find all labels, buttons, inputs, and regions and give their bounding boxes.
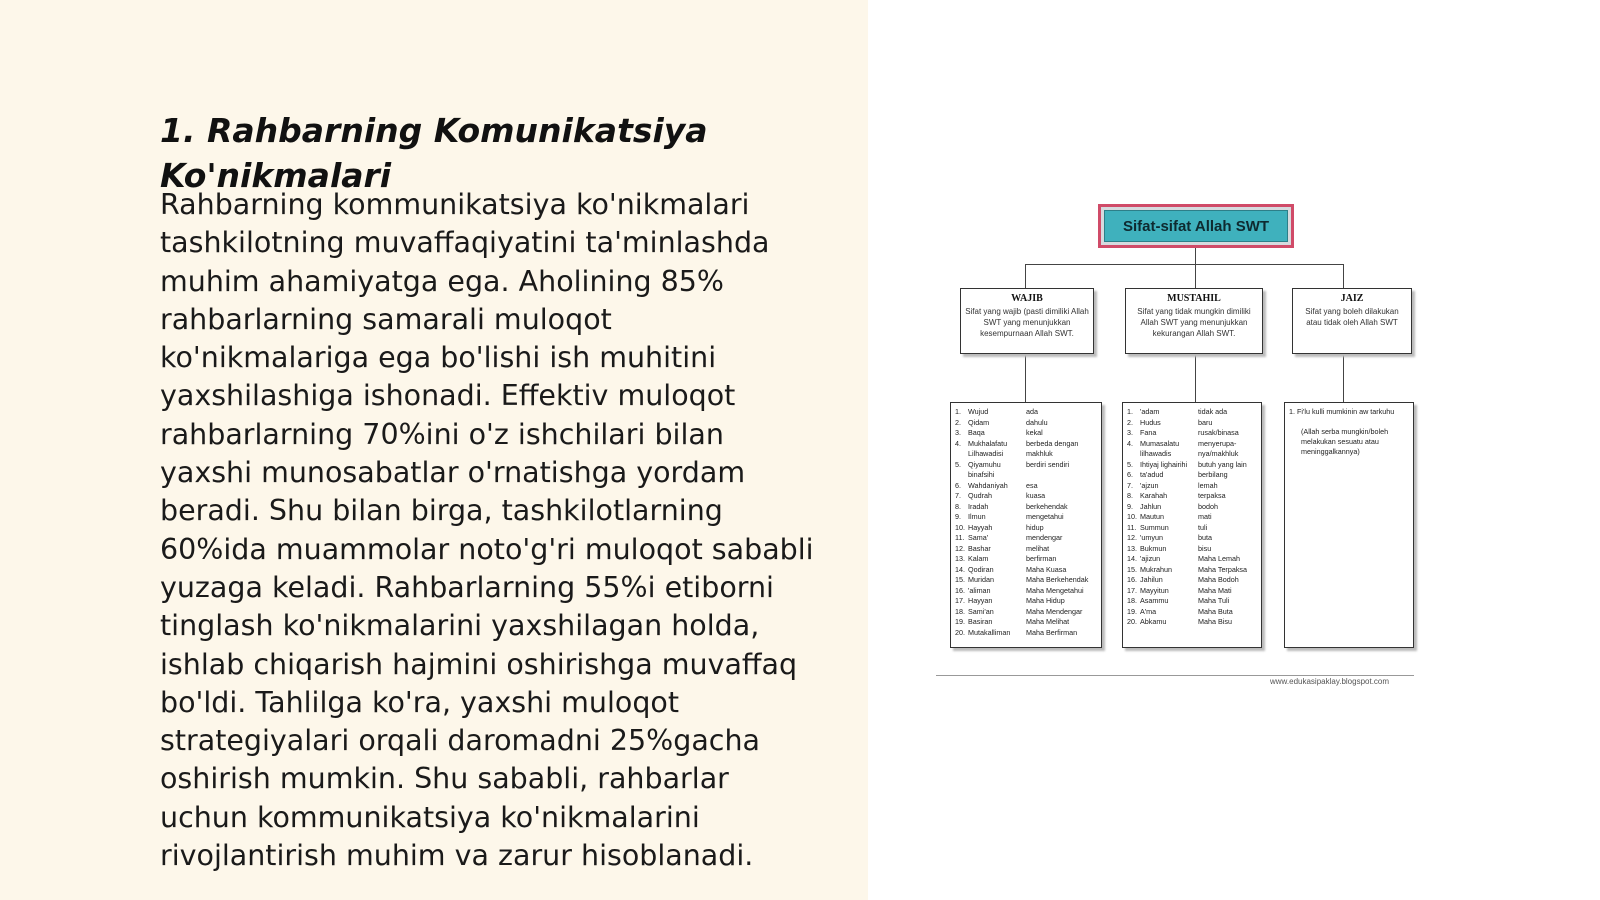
- item-term: 'adam: [1140, 407, 1160, 416]
- list-item: [955, 523, 1097, 534]
- item-meaning: mati: [1198, 512, 1212, 521]
- list-item: [1127, 502, 1257, 513]
- list-item: [1127, 617, 1257, 628]
- slide-body: Rahbarning kommunikatsiya ko'nikmalari tashkilotning muvaffaqiyatini ta'minlashda muhim ahamiyatga ega. Aholining 85% rahbarlarning samarali muloqot ko'nikmalariga ega bo'lishi ish muhitini yaxshilashiga ishonadi. Effektiv muloqot rahbarlarning 70%ini o'z ishchilari bilan yaxshi munosabatlar o'rnatishga yordam beradi. Shu bilan birga, tashkilotlarning 60%ida muammolar noto'g'ri muloqot sababli yuzaga keladi. Rahbarlarning 55%i etiborni tinglash ko'nikmalarini yaxshilagan holda, ishlab chiqarish hajmini oshirishga muvaffaq bo'ldi. Tahlilga ko'ra, yaxshi muloqot strategiyalari orqali daromadni 25%gacha oshirish mumkin. Shu sababli, rahbarlar uchun kommunikatsiya ko'nikmalarini rivojlantirish muhim va zarur hisoblanadi.: [160, 188, 814, 873]
- item-number: 19.: [1127, 606, 1137, 616]
- jaiz-item: 1. Fi'lu kulli mumkinin aw tarkuhu: [1289, 407, 1395, 416]
- item-meaning: kuasa: [1026, 491, 1046, 500]
- item-meaning: butuh yang lain: [1198, 459, 1247, 469]
- item-number: 16.: [1127, 575, 1137, 584]
- item-term: Hudus: [1140, 417, 1161, 427]
- category-name: WAJIB: [1011, 293, 1043, 304]
- slide-title: 1. Rahbarning Komunikatsiya Ko'nikmalari: [160, 111, 708, 195]
- list-item: [1127, 481, 1257, 492]
- category-desc: Sifat yang boleh dilakukan atau tidak oleh Allah SWT: [1305, 307, 1399, 327]
- connector: [1025, 354, 1026, 402]
- item-term: Mukrahun: [1140, 564, 1172, 574]
- item-number: 4.: [1127, 438, 1133, 448]
- item-number: 9.: [955, 512, 961, 521]
- list-item: [955, 439, 1097, 450]
- item-meaning: Maha Kuasa: [1026, 564, 1067, 574]
- item-number: 15.: [1127, 564, 1137, 574]
- item-number: [955, 449, 968, 460]
- item-meaning: buta: [1198, 533, 1212, 542]
- list-item: [955, 596, 1097, 607]
- item-term: Iradah: [968, 501, 989, 511]
- item-meaning: [1026, 470, 1097, 481]
- category-desc: Sifat yang wajib (pasti dimiliki Allah SWT yang menunjukkan kesempurnaan Allah SWT.: [965, 307, 1089, 338]
- item-meaning: baru: [1198, 417, 1213, 427]
- item-number: 9.: [1127, 501, 1133, 511]
- list-item: [1127, 523, 1257, 534]
- item-number: 14.: [955, 564, 965, 574]
- item-meaning: dahulu: [1026, 417, 1048, 427]
- list-item: [955, 512, 1097, 523]
- list-item: [1127, 565, 1257, 576]
- item-meaning: Maha Mengetahui: [1026, 585, 1084, 595]
- connector: [1195, 248, 1196, 265]
- item-term: ta'adud: [1140, 470, 1164, 479]
- item-number: 6.: [955, 480, 961, 490]
- item-number: 16.: [955, 585, 965, 595]
- item-meaning: Maha Berkehendak: [1026, 575, 1089, 584]
- item-meaning: tidak ada: [1198, 407, 1228, 416]
- item-number: 3.: [1127, 428, 1133, 437]
- list-item: [955, 617, 1097, 628]
- item-term: Ilmun: [968, 512, 986, 521]
- item-number: 5.: [1127, 459, 1133, 469]
- item-meaning: berbeda dengan: [1026, 438, 1079, 448]
- item-term: Bukmun: [1140, 543, 1167, 553]
- item-meaning: kekal: [1026, 428, 1043, 437]
- list-item: [955, 407, 1097, 418]
- item-meaning: bodoh: [1198, 501, 1218, 511]
- item-meaning: mengetahui: [1026, 512, 1064, 521]
- item-meaning: Maha Lemah: [1198, 554, 1240, 563]
- list-item: [955, 607, 1097, 618]
- item-term: Mutakalliman: [968, 627, 1011, 637]
- connector: [1195, 264, 1196, 288]
- item-term: Mumasalatu: [1140, 438, 1180, 448]
- item-number: 6.: [1127, 470, 1133, 479]
- item-number: 8.: [955, 501, 961, 511]
- item-term: lilhawadis: [1140, 449, 1172, 458]
- category-name: JAIZ: [1340, 293, 1364, 304]
- category-jaiz: [1292, 288, 1412, 354]
- list-item: [1127, 533, 1257, 544]
- item-meaning: terpaksa: [1198, 491, 1226, 500]
- connector: [1025, 264, 1026, 288]
- item-term: Qudrah: [968, 491, 992, 500]
- item-meaning: Maha Melihat: [1026, 617, 1070, 626]
- category-mustahil: [1125, 288, 1263, 354]
- jaiz-note: (Allah serba mungkin/boleh melakukan sesuatu atau meninggalkannya): [1301, 427, 1389, 456]
- item-meaning: melihat: [1026, 543, 1050, 553]
- item-meaning: Maha Terpaksa: [1198, 564, 1248, 574]
- list-item: [955, 628, 1097, 639]
- item-number: 13.: [955, 554, 965, 563]
- list-item: [955, 481, 1097, 492]
- item-term: Bashar: [968, 543, 991, 553]
- list-item: [955, 470, 1097, 481]
- item-meaning: Maha Bisu: [1198, 617, 1232, 626]
- item-term: Kalam: [968, 554, 989, 563]
- connector: [1195, 354, 1196, 402]
- item-number: 12.: [955, 543, 965, 553]
- item-meaning: tuli: [1198, 522, 1208, 532]
- item-term: Sami'an: [968, 606, 994, 616]
- item-meaning: Maha Bodoh: [1198, 575, 1239, 584]
- item-number: [955, 470, 968, 481]
- item-term: Sama': [968, 533, 989, 542]
- item-meaning: berbilang: [1198, 470, 1228, 479]
- item-number: 5.: [955, 459, 961, 469]
- item-number: 18.: [1127, 596, 1137, 605]
- item-meaning: Maha Berfirman: [1026, 627, 1078, 637]
- item-number: 3.: [955, 428, 961, 437]
- item-meaning: berfirman: [1026, 554, 1057, 563]
- list-item: [1127, 596, 1257, 607]
- list-item: [955, 575, 1097, 586]
- item-term: 'ajzun: [1140, 480, 1159, 490]
- list-item: [955, 449, 1097, 460]
- item-meaning: Maha Buta: [1198, 606, 1233, 616]
- item-term: Hayyah: [968, 522, 993, 532]
- item-term: 'ajizun: [1140, 554, 1161, 563]
- item-term: Muridan: [968, 575, 994, 584]
- diagram-header-label: Sifat-sifat Allah SWT: [1104, 210, 1288, 242]
- item-term: Ihtiyaj lighairihi: [1140, 459, 1188, 469]
- item-term: Mautun: [1140, 512, 1164, 521]
- item-term: Karahah: [1140, 491, 1168, 500]
- mustahil-list: [1122, 402, 1262, 648]
- item-number: 20.: [1127, 617, 1137, 626]
- category-desc: Sifat yang tidak mungkin dimiliki Allah SWT yang menunjukkan kekurangan Allah SWT.: [1137, 307, 1251, 338]
- item-meaning: Maha Hidup: [1026, 596, 1065, 605]
- list-item: [1127, 449, 1257, 460]
- item-term: binafsihi: [968, 470, 995, 479]
- list-item: [955, 533, 1097, 544]
- item-meaning: bisu: [1198, 543, 1212, 553]
- item-term: Wahdaniyah: [968, 480, 1008, 490]
- list-item: [1127, 544, 1257, 555]
- item-term: 'umyun: [1140, 533, 1163, 542]
- item-term: Abkamu: [1140, 617, 1167, 626]
- item-term: A'ma: [1140, 606, 1157, 616]
- list-item: [955, 428, 1097, 439]
- list-item: [955, 586, 1097, 597]
- item-term: 'aliman: [968, 585, 991, 595]
- list-item: [1127, 554, 1257, 565]
- item-meaning: Maha Mendengar: [1026, 606, 1083, 616]
- item-meaning: berkehendak: [1026, 501, 1068, 511]
- item-term: Summun: [1140, 522, 1169, 532]
- list-item: [955, 491, 1097, 502]
- list-item: [1127, 470, 1257, 481]
- item-term: Baqa: [968, 428, 985, 437]
- item-number: 13.: [1127, 543, 1137, 553]
- item-meaning: berdiri sendiri: [1026, 459, 1070, 469]
- item-number: 20.: [955, 627, 965, 637]
- item-number: 1.: [1127, 407, 1133, 416]
- item-meaning: Maha Tuli: [1198, 596, 1230, 605]
- item-number: 1.: [955, 407, 961, 416]
- item-number: 11.: [955, 533, 965, 542]
- item-number: 17.: [1127, 585, 1137, 595]
- item-term: Hayyan: [968, 596, 993, 605]
- list-item: [1127, 575, 1257, 586]
- item-meaning: rusak/binasa: [1198, 428, 1239, 437]
- item-number: 17.: [955, 596, 965, 605]
- item-term: Mukhalafatu: [968, 438, 1008, 448]
- list-item: [955, 565, 1097, 576]
- category-wajib: [960, 288, 1094, 354]
- item-term: Asammu: [1140, 596, 1169, 605]
- connector: [1343, 264, 1344, 288]
- list-item: [1127, 428, 1257, 439]
- item-meaning: menyerupa-: [1198, 438, 1237, 448]
- connector: [1343, 354, 1344, 402]
- list-item: [955, 460, 1097, 471]
- item-number: 19.: [955, 617, 965, 626]
- category-name: MUSTAHIL: [1167, 293, 1221, 304]
- item-term: Wujud: [968, 407, 989, 416]
- list-item: [1127, 586, 1257, 597]
- item-meaning: mendengar: [1026, 533, 1063, 542]
- item-term: Qodiran: [968, 564, 994, 574]
- list-item: [955, 544, 1097, 555]
- connector: [1025, 264, 1343, 265]
- item-number: 8.: [1127, 491, 1133, 500]
- item-meaning: ada: [1026, 407, 1038, 416]
- item-number: 14.: [1127, 554, 1137, 563]
- jaiz-list: [1284, 402, 1414, 648]
- item-term: Mayyitun: [1140, 585, 1169, 595]
- item-meaning: lemah: [1198, 480, 1218, 490]
- item-meaning: makhluk: [1026, 449, 1053, 458]
- item-meaning: nya/makhluk: [1198, 449, 1239, 458]
- list-item: [1127, 607, 1257, 618]
- item-number: 7.: [1127, 480, 1133, 490]
- item-number: 10.: [1127, 512, 1137, 521]
- item-number: 2.: [1127, 417, 1133, 427]
- list-item: [1127, 418, 1257, 429]
- list-item: [955, 554, 1097, 565]
- item-meaning: Maha Mati: [1198, 585, 1232, 595]
- diagram-header: [1098, 204, 1294, 248]
- source-divider: [936, 675, 1414, 676]
- item-term: Jahilun: [1140, 575, 1163, 584]
- item-term: Jahlun: [1140, 501, 1162, 511]
- item-number: 15.: [955, 575, 965, 584]
- source-credit: www.edukasipaklay.blogspot.com: [1270, 677, 1390, 686]
- list-item: [955, 418, 1097, 429]
- item-meaning: hidup: [1026, 522, 1044, 532]
- item-term: Lilhawadisi: [968, 449, 1004, 458]
- item-number: 7.: [955, 491, 961, 500]
- item-number: 11.: [1127, 522, 1137, 532]
- item-number: 10.: [955, 522, 965, 532]
- list-item: [1127, 407, 1257, 418]
- item-term: Qiyamuhu: [968, 459, 1001, 469]
- item-number: [1127, 449, 1140, 460]
- list-item: [955, 502, 1097, 513]
- item-number: 2.: [955, 417, 961, 427]
- list-item: [1127, 439, 1257, 450]
- item-number: 18.: [955, 606, 965, 616]
- item-number: 4.: [955, 438, 961, 448]
- item-term: Qidam: [968, 417, 990, 427]
- list-item: [1127, 460, 1257, 471]
- item-meaning: esa: [1026, 480, 1038, 490]
- wajib-list: [950, 402, 1102, 648]
- list-item: [1127, 491, 1257, 502]
- item-number: 12.: [1127, 533, 1137, 542]
- item-term: Fana: [1140, 428, 1157, 437]
- list-item: [1127, 512, 1257, 523]
- item-term: Basiran: [968, 617, 993, 626]
- attributes-diagram: [950, 200, 1444, 690]
